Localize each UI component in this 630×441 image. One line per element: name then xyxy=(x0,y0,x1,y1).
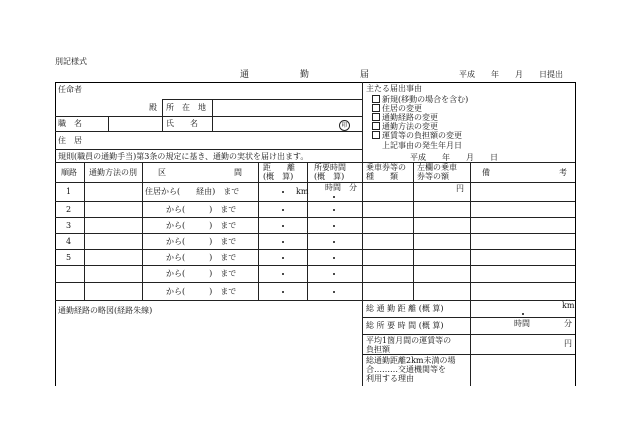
decimal-point xyxy=(282,241,284,243)
bottom-line xyxy=(362,317,575,318)
row-line xyxy=(55,265,575,266)
checkbox-icon[interactable] xyxy=(372,131,380,139)
reason-item-label: 通勤方法の変更 xyxy=(382,122,438,131)
divider-office xyxy=(162,99,163,131)
submission-date[interactable]: 平成 年 月 日提出 xyxy=(459,70,563,79)
header-left-b: 券等の額 xyxy=(417,172,449,181)
header-method: 通勤方法の別 xyxy=(89,168,137,177)
header-distance-a: 距 離 xyxy=(263,163,295,172)
decimal-point xyxy=(333,241,335,243)
total-distance-unit: km xyxy=(562,301,575,310)
table-header-bottom xyxy=(55,182,575,183)
row-order: 2 xyxy=(66,205,72,214)
header-left-a: 左欄の乗車 xyxy=(417,163,457,172)
bottom-line xyxy=(362,334,575,335)
monthly-fare-unit: 円 xyxy=(564,339,572,348)
reason-item-label: 住居の変更 xyxy=(382,104,422,113)
reason-item-method[interactable] xyxy=(372,122,438,131)
col-line xyxy=(413,162,414,300)
row-order: 3 xyxy=(66,221,72,230)
divider-office-value xyxy=(212,99,213,116)
header-section-a: 区 xyxy=(158,168,166,177)
reasons-heading: 主たる届出事由 xyxy=(366,84,422,93)
line-declaration xyxy=(55,149,362,150)
col-line xyxy=(362,162,363,300)
checkbox-icon[interactable] xyxy=(372,104,380,112)
decimal-point xyxy=(282,209,284,211)
decimal-point xyxy=(333,291,335,293)
row-line xyxy=(55,201,575,202)
row-line xyxy=(55,217,575,218)
address-label: 住 居 xyxy=(58,136,82,145)
unit-hour: 時間 xyxy=(325,183,341,192)
header-distance-b: (概 算) xyxy=(263,172,294,181)
dono-label: 殿 xyxy=(149,103,157,112)
checkbox-icon[interactable] xyxy=(372,113,380,121)
table-bottom xyxy=(55,300,575,301)
decimal-point xyxy=(333,209,335,211)
form-title: 通 勤 届 xyxy=(240,70,371,80)
header-order: 順路 xyxy=(61,168,77,177)
header-section-b: 間 xyxy=(234,168,242,177)
office-label: 所 在 地 xyxy=(166,103,206,112)
col-line xyxy=(470,162,471,300)
decimal-point xyxy=(522,313,524,315)
monthly-fare-label-a: 平均1箇月間の運賃等の xyxy=(366,336,452,345)
decimal-point xyxy=(333,257,335,259)
frame-top xyxy=(55,82,575,83)
reason-item-new[interactable] xyxy=(372,95,468,104)
row-line xyxy=(55,282,575,283)
decimal-point xyxy=(333,225,335,227)
name-label: 氏 名 xyxy=(166,119,198,128)
col-line xyxy=(258,162,259,300)
reason-item-fare[interactable] xyxy=(372,131,462,140)
reason-item-label: 通勤経路の変更 xyxy=(382,113,438,122)
decimal-point xyxy=(282,257,284,259)
divider-name-value xyxy=(212,116,213,131)
unit-yen: 円 xyxy=(456,184,464,193)
row-line xyxy=(55,233,575,234)
checkbox-icon[interactable] xyxy=(372,122,380,130)
reason-item-label: 運賃等の負担額の変更 xyxy=(382,131,462,140)
header-notes-a: 備 xyxy=(482,168,490,177)
line-address xyxy=(55,131,362,132)
checkbox-icon[interactable] xyxy=(372,95,380,103)
row-section[interactable]: から( ) まで xyxy=(166,221,237,230)
divider-name xyxy=(108,116,109,131)
header-ticket-a: 乗車券等の xyxy=(366,163,406,172)
frame-right xyxy=(575,82,576,386)
occurrence-label: 上記事由の発生年月日 xyxy=(382,141,462,150)
row-section[interactable]: 住居から( 経由) まで xyxy=(145,187,240,196)
row-section[interactable]: から( ) まで xyxy=(166,253,237,262)
bottom-divider xyxy=(362,300,363,386)
row-section[interactable]: から( ) まで xyxy=(166,237,237,246)
decimal-point xyxy=(282,273,284,275)
header-time-a: 所要時間 xyxy=(314,163,346,172)
seal-mark: 印 xyxy=(339,120,350,131)
reason-label-a: 総通勤距離2km未満の場 xyxy=(366,356,456,365)
total-time-hour: 時間 xyxy=(514,319,530,328)
total-distance-label: 総 通 勤 距 離 (概 算) xyxy=(366,304,444,313)
decimal-point xyxy=(333,196,335,198)
reason-item-residence[interactable] xyxy=(372,104,422,113)
bottom-divider-value xyxy=(470,300,471,386)
unit-minute: 分 xyxy=(349,183,357,192)
line-post xyxy=(55,116,362,117)
monthly-fare-label-b: 負担額 xyxy=(366,345,390,354)
bottom-line xyxy=(362,354,575,355)
col-line xyxy=(142,162,143,300)
declaration-text: 規則(職員の通勤手当)第3条の規定に基き、通勤の実状を届け出ます。 xyxy=(58,152,309,161)
route-map-label: 通勤経路の略図(経路朱線) xyxy=(58,306,153,315)
appointer-label: 任命者 xyxy=(58,85,82,94)
row-order: 4 xyxy=(66,237,72,246)
col-line xyxy=(307,162,308,300)
unit-km: km xyxy=(296,187,309,196)
decimal-point xyxy=(282,291,284,293)
header-time-b: (概 算) xyxy=(314,172,345,181)
frame-left xyxy=(55,82,56,386)
header-notes-b: 考 xyxy=(559,168,567,177)
reason-label-b: 合………交通機関等を xyxy=(366,365,446,374)
row-section[interactable]: から( ) まで xyxy=(166,205,237,214)
total-time-label: 総 所 要 時 間 (概 算) xyxy=(366,321,444,330)
col-line xyxy=(84,162,85,300)
header-ticket-b: 種 類 xyxy=(366,172,398,181)
decimal-point xyxy=(282,225,284,227)
post-label: 職 名 xyxy=(58,119,82,128)
row-section[interactable]: から( ) まで xyxy=(166,269,237,278)
reason-item-route[interactable] xyxy=(372,113,438,122)
decimal-point xyxy=(282,191,284,193)
reason-item-label: 新規(移動の場合を含む) xyxy=(382,95,469,104)
row-line xyxy=(55,249,575,250)
decimal-point xyxy=(333,273,335,275)
row-order: 1 xyxy=(66,187,72,196)
row-section[interactable]: から( ) まで xyxy=(166,287,237,296)
form-number: 別記様式 xyxy=(55,57,87,66)
line-office xyxy=(162,99,362,100)
occurrence-date[interactable]: 平成 年 月 日 xyxy=(410,153,498,162)
divider-upper-right xyxy=(362,82,363,162)
row-order: 5 xyxy=(66,253,72,262)
total-time-minute: 分 xyxy=(564,319,572,328)
reason-label-c: 利用する理由 xyxy=(366,374,414,383)
